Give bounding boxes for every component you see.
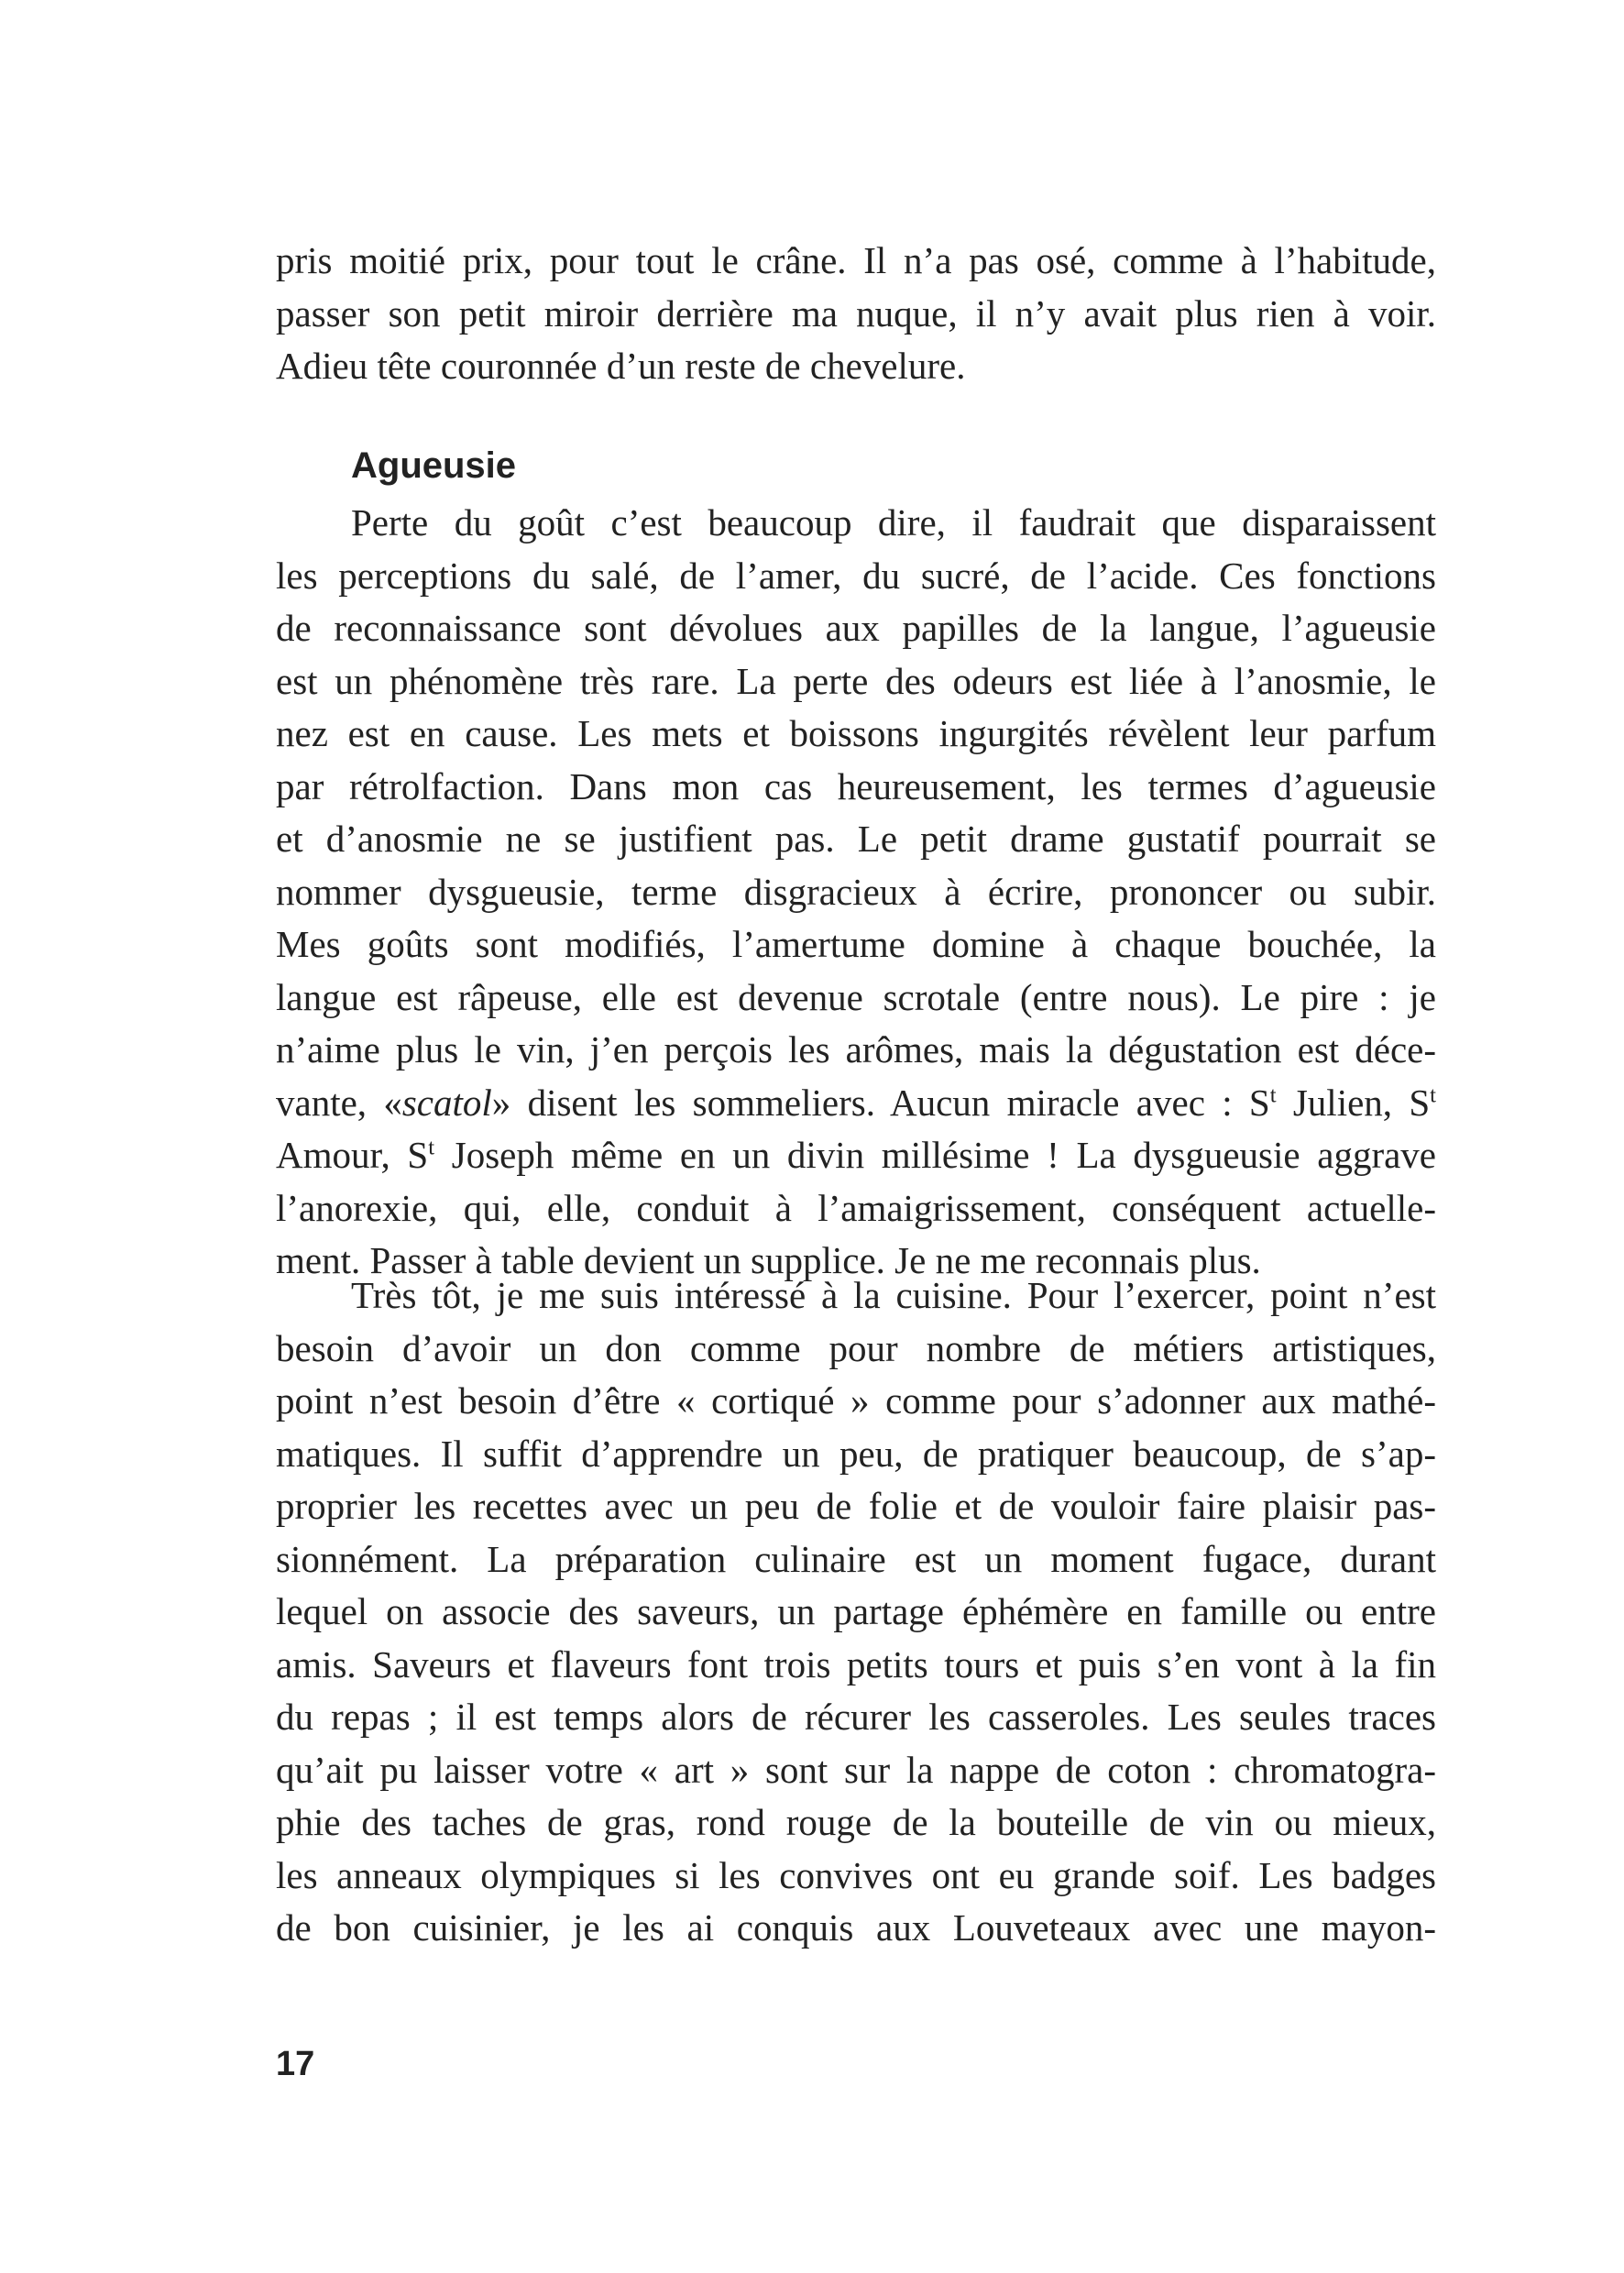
superscript: t (1269, 1082, 1277, 1107)
text-line: Mes goûts sont modifiés, l’amertume domine à chaque bouchée, la (276, 923, 1436, 965)
text-fragment: Julien, S (1276, 1081, 1431, 1124)
page-number: 17 (276, 2045, 315, 2083)
text-line: du repas ; il est temps alors de récurer les casseroles. Les seules traces (276, 1696, 1436, 1738)
text-line: passer son petit miroir derrière ma nuque, il n’y avait plus rien à voir. (276, 291, 1436, 335)
text-line: Très tôt, je me suis intéressé à la cuisine. Pour l’exercer, point n’est (351, 1274, 1436, 1316)
text-line: les perceptions du salé, de l’amer, du sucré, de l’acide. Ces fonctions (276, 554, 1436, 597)
text-line: lequel on associe des saveurs, un partage éphémère en famille ou entre (276, 1590, 1436, 1632)
text-line: de bon cuisinier, je les ai conquis aux Louveteaux avec une mayon- (276, 1906, 1436, 1949)
text-line: pris moitié prix, pour tout le crâne. Il n’a pas osé, comme à l’habitude, (276, 239, 1436, 281)
text-line: l’anorexie, qui, elle, conduit à l’amaigrissement, conséquent actuelle- (276, 1186, 1436, 1229)
section-heading: Agueusie (351, 445, 517, 486)
text-line: nommer dysgueusie, terme disgracieux à écrire, prononcer ou subir. (276, 870, 1436, 913)
text-line: qu’ait pu laisser votre « art » sont sur la nappe de coton : chromatogra- (276, 1748, 1436, 1791)
text-line: de reconnaissance sont dévolues aux papilles de la langue, l’agueusie (276, 607, 1436, 649)
text-line: phie des taches de gras, rond rouge de la bouteille de vin ou mieux, (276, 1801, 1436, 1843)
text-line: point n’est besoin d’être « cortiqué » comme pour s’adonner aux mathé- (276, 1379, 1436, 1422)
text-line: matiques. Il suffit d’apprendre un peu, de pratiquer beaucoup, de s’ap- (276, 1432, 1436, 1475)
text-line: amis. Saveurs et flaveurs font trois petits tours et puis s’en vont à la fin (276, 1642, 1436, 1686)
text-line: nez est en cause. Les mets et boissons ingurgités révèlent leur parfum (276, 712, 1436, 754)
text-fragment: Amour, S (276, 1134, 429, 1176)
text-line: langue est râpeuse, elle est devenue scrotale (entre nous). Le pire : je (276, 975, 1436, 1018)
text-line-with-superscript (276, 1129, 1436, 1182)
italic-term: scatol (401, 1081, 492, 1124)
text-line: et d’anosmie ne se justifient pas. Le petit drame gustatif pourrait se (276, 818, 1436, 860)
text-line: sionnément. La préparation culinaire est un moment fugace, durant (276, 1537, 1436, 1580)
paragraph-continued (276, 235, 1436, 393)
paragraph-cuisine (276, 1269, 1436, 1955)
text-line: besoin d’avoir un don comme pour nombre de métiers artistiques, (276, 1326, 1436, 1369)
text-line: est un phénomène très rare. La perte des odeurs est liée à l’anosmie, le (276, 659, 1436, 702)
text-line-with-italic (276, 1077, 1436, 1130)
text-fragment: » disent les sommeliers. Aucun miracle avec : S (491, 1081, 1270, 1124)
text-line: Perte du goût c’est beaucoup dire, il faudrait que disparaissent (351, 501, 1436, 544)
text-line: ment. Passer à table devient un supplice. Je ne me reconnais plus. (276, 1239, 1261, 1281)
paragraph-agueusie (276, 497, 1436, 1288)
text-line: les anneaux olympiques si les convives ont eu grande soif. Les badges (276, 1853, 1436, 1896)
text-line: Adieu tête couronnée d’un reste de chevelure. (276, 345, 966, 387)
text-line: n’aime plus le vin, j’en perçois les arômes, mais la dégustation est déce- (276, 1028, 1436, 1071)
text-fragment: vante, « (276, 1081, 402, 1124)
text-line: par rétrolfaction. Dans mon cas heureusement, les termes d’agueusie (276, 764, 1436, 807)
superscript: t (1430, 1082, 1436, 1107)
text-line: proprier les recettes avec un peu de folie et de vouloir faire plaisir pas- (276, 1485, 1436, 1527)
superscript: t (428, 1135, 435, 1160)
text-fragment: Joseph même en un divin millésime ! La dysgueusie aggrave (434, 1134, 1436, 1176)
